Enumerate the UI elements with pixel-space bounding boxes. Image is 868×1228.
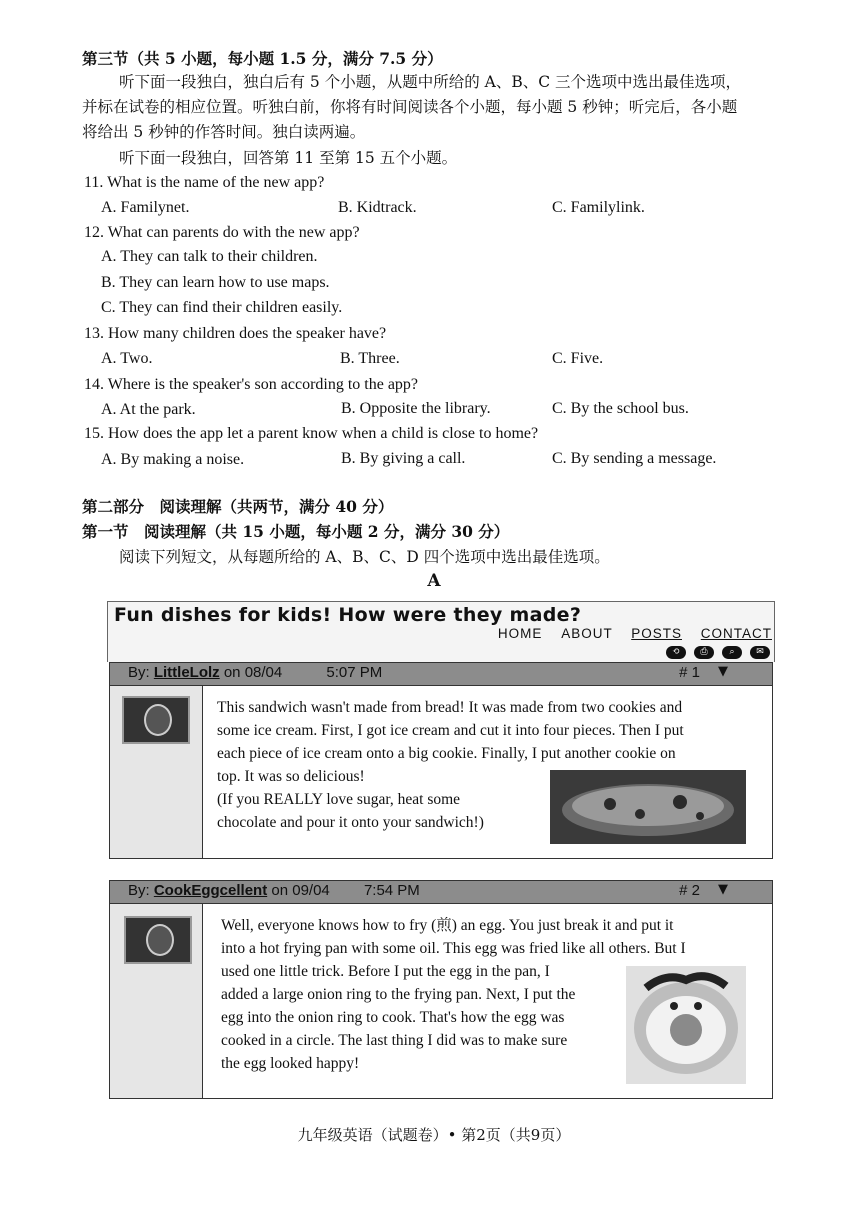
post-2-body — [109, 903, 773, 1099]
reading-instruction: 阅读下列短文，从每题所给的 A、B、C、D 四个选项中选出最佳选项。 — [119, 548, 610, 566]
share-icon[interactable]: ✉ — [750, 646, 770, 659]
post-2-line-2: into a hot frying pan with some oil. This egg was fried like all others. But I — [221, 940, 686, 957]
post-1-line-6: chocolate and pour it onto your sandwich!) — [217, 814, 484, 831]
post-1-number: # 1 — [679, 664, 700, 681]
passage-label: A — [427, 571, 441, 591]
listening-instruction-1: 听下面一段独白，独白后有 5 个小题，从题中所给的 A、B、C 三个选项中选出最佳选项， — [119, 73, 742, 91]
post-2-line-1: Well, everyone knows how to fry (煎) an egg. You just break it and put it — [221, 917, 674, 934]
question-13-stem: 13. How many children does the speaker have? — [84, 325, 387, 342]
post-1-header — [109, 662, 773, 686]
reading-section-title: 第一节 阅读理解（共 15 小题，每小题 2 分，满分 30 分） — [82, 522, 510, 541]
post-1-date: on 08/04 — [219, 664, 283, 681]
post-1-line-5: (If you REALLY love sugar, heat some — [217, 791, 461, 808]
listening-sub-instruction: 听下面一段独白，回答第 11 至第 15 五个小题。 — [119, 149, 458, 167]
blog-toolbar — [666, 646, 770, 659]
post-2-number: # 2 — [679, 882, 700, 899]
post-1-line-3: each piece of ice cream onto a big cookie. Finally, I put another cookie on — [217, 745, 676, 762]
post-2-line-4: added a large onion ring to the frying pan. Next, I put the — [221, 986, 576, 1003]
question-11-option-b: B. Kidtrack. — [338, 199, 417, 216]
search-icon[interactable]: ⌕ — [722, 646, 742, 659]
post-2-line-3: used one little trick. Before I put the egg in the pan, I — [221, 963, 550, 980]
listening-instruction-2: 并标在试卷的相应位置。听独白前，你将有时间阅读各个小题，每小题 5 秒钟；听完后，各小题 — [82, 98, 738, 116]
question-15-stem: 15. How does the app let a parent know when a child is close to home? — [84, 425, 539, 442]
post-1-author[interactable]: LittleLolz — [153, 664, 220, 681]
question-14-option-a: A. At the park. — [101, 401, 196, 418]
question-14-stem: 14. Where is the speaker's son according to the app? — [84, 376, 419, 393]
question-13-option-a: A. Two. — [101, 350, 153, 367]
cookie-sandwich-photo — [550, 770, 746, 844]
listening-instruction-3: 将给出 5 秒钟的作答时间。独白读两遍。 — [82, 123, 366, 141]
post-2-avatar — [124, 916, 192, 964]
nav-posts[interactable]: POSTS — [631, 626, 682, 641]
question-12-option-c: C. They can find their children easily. — [101, 299, 343, 316]
question-12-option-b: B. They can learn how to use maps. — [101, 274, 330, 291]
question-12-stem: 12. What can parents do with the new app? — [84, 224, 360, 241]
back-icon[interactable]: ⟲ — [666, 646, 686, 659]
post-2-line-5: egg into the onion ring to cook. That's how the egg was — [221, 1009, 565, 1026]
question-15-option-b: B. By giving a call. — [341, 450, 466, 467]
post-2-line-6: cooked in a circle. The last thing I did was to make sure — [221, 1032, 568, 1049]
post-2-time: 7:54 PM — [363, 882, 420, 899]
blog-title: Fun dishes for kids! How were they made? — [114, 604, 582, 626]
post-1-time: 5:07 PM — [326, 664, 383, 681]
nav-about[interactable]: ABOUT — [561, 626, 613, 641]
post-1-avatar — [122, 696, 190, 744]
post-2-date: on 09/04 — [267, 882, 330, 899]
page-footer: 九年级英语（试题卷）• 第2页（共9页） — [297, 1126, 571, 1144]
post-2-dropdown-icon[interactable]: ▼ — [718, 882, 728, 897]
question-14-option-b: B. Opposite the library. — [341, 400, 491, 417]
nav-contact[interactable]: CONTACT — [700, 626, 772, 641]
print-icon[interactable]: ⎙ — [694, 646, 714, 659]
post-2-line-7: the egg looked happy! — [221, 1055, 360, 1072]
question-13-option-c: C. Five. — [552, 350, 604, 367]
post-1-line-1: This sandwich wasn't made from bread! It was made from two cookies and — [217, 699, 683, 716]
question-11-option-a: A. Familynet. — [101, 199, 190, 216]
post-1-by-prefix: By: — [128, 664, 154, 681]
post-1-sidebar — [110, 686, 203, 858]
blog-header — [107, 601, 775, 662]
listening-section-title: 第三节（共 5 小题，每小题 1.5 分，满分 7.5 分） — [82, 49, 443, 68]
post-1-line-2: some ice cream. First, I got ice cream and cut it into four pieces. Then I put — [217, 722, 684, 739]
post-2-header — [109, 880, 773, 904]
post-2-sidebar — [110, 904, 203, 1098]
post-2-author[interactable]: CookEggcellent — [153, 882, 268, 899]
post-2-by-prefix: By: — [128, 882, 154, 899]
post-2-byline — [128, 882, 420, 899]
question-14-option-c: C. By the school bus. — [552, 400, 689, 417]
question-15-option-a: A. By making a noise. — [101, 451, 245, 468]
post-1-dropdown-icon[interactable]: ▼ — [718, 664, 728, 679]
question-15-option-c: C. By sending a message. — [552, 450, 717, 467]
blog-nav — [484, 626, 772, 641]
post-1-line-4: top. It was so delicious! — [217, 768, 365, 785]
question-13-option-b: B. Three. — [340, 350, 400, 367]
question-12-option-a: A. They can talk to their children. — [101, 248, 318, 265]
post-1-byline — [128, 664, 382, 681]
reading-part-title: 第二部分 阅读理解（共两节，满分 40 分） — [82, 497, 394, 516]
question-11-option-c: C. Familylink. — [552, 199, 645, 216]
post-1-body — [109, 685, 773, 859]
question-11-stem: 11. What is the name of the new app? — [84, 174, 325, 191]
nav-home[interactable]: HOME — [497, 626, 543, 641]
fried-egg-photo — [626, 966, 746, 1084]
